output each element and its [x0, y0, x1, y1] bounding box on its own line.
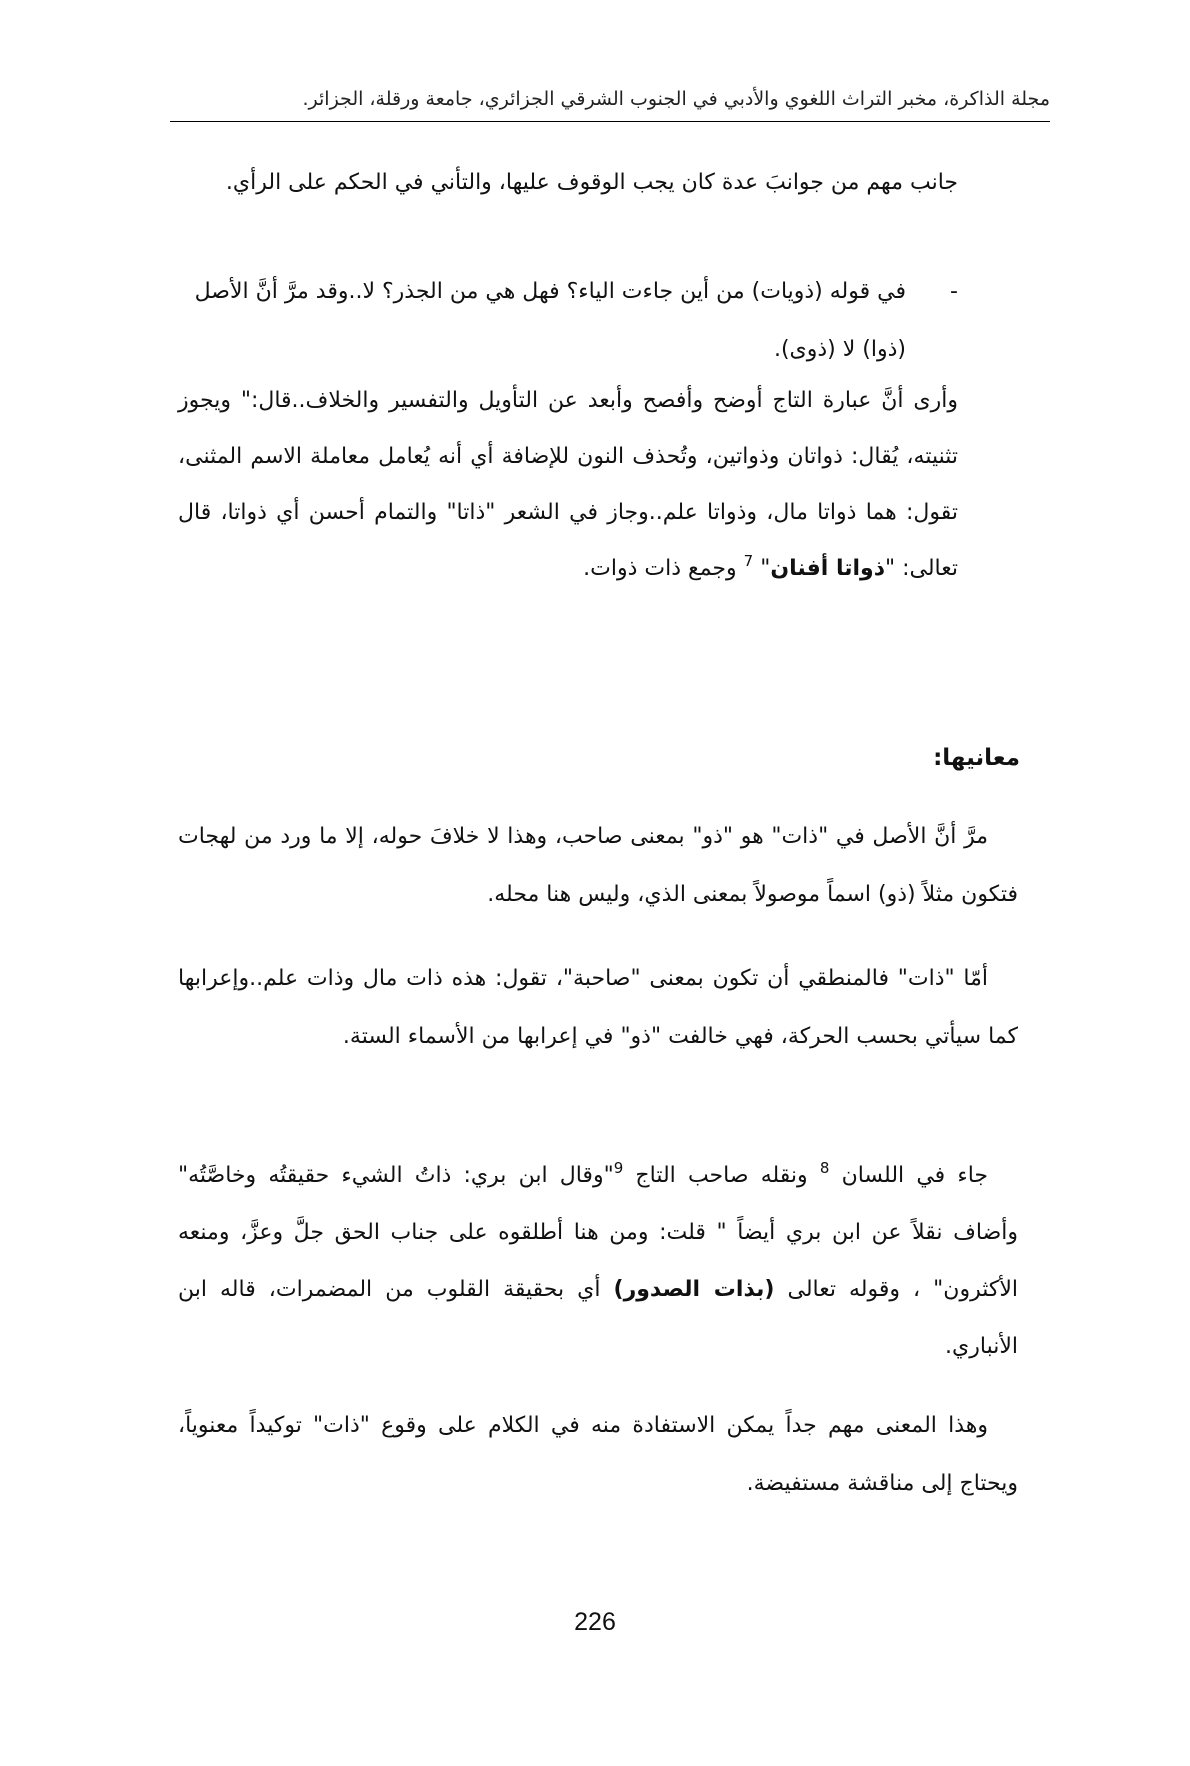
- footnote-ref: 7: [743, 552, 754, 570]
- footnote-ref: 9: [613, 1159, 624, 1177]
- paragraph-3-verse: (بذات الصدور): [613, 1277, 775, 1302]
- quote-verse: ذواتا أفنان: [770, 556, 885, 581]
- paragraph-3: [178, 1147, 1018, 1375]
- paragraph-3-text-d: أي بحقيقة القلوب من المضمرات، قاله ابن الأنباري.: [178, 1277, 1018, 1359]
- bullet-text: في قوله (ذويات) من أين جاءت الياء؟ فهل هي من الجذر؟ لا..وقد مرَّ أنَّ الأصل (ذوا) لا (ذوى).: [194, 279, 906, 362]
- header-rule: [170, 121, 1050, 122]
- footnote-ref: 8: [819, 1159, 830, 1177]
- paragraph-2-text: أمّا "ذات" فالمنطقي أن تكون بمعنى "صاحبة"، تقول: هذه ذات مال وذات علم..وإعرابها كما سيأتي بحسب الحركة، فهي خالفت "ذو" في إعرابها من الأسماء الستة.: [178, 966, 1018, 1049]
- page-number: 226: [574, 1608, 616, 1636]
- quote-close: ": [760, 556, 771, 581]
- intro-paragraph: جانب مهم من جوانبَ عدة كان يجب الوقوف عليها، والتأني في الحكم على الرأي.: [225, 170, 958, 195]
- paragraph-3-text-c: "وقال ابن بري: ذاتُ الشيء حقيقتُه وخاصَّتُه" وأضاف نقلاً عن ابن بري أيضاً " قلت: ومن هنا أطلقوه على جناب الحق جلَّ وعزَّ، ومنعه الأكثرون" ، وقوله تعالى: [178, 1163, 1018, 1302]
- paragraph-4: [178, 1397, 1018, 1513]
- paragraph-1: [178, 808, 1018, 924]
- bullet-item: [178, 263, 958, 379]
- paragraph-3-text-a: جاء في اللسان: [829, 1163, 988, 1188]
- quote-tail: وجمع ذات ذوات.: [583, 556, 744, 581]
- running-header: مجلة الذاكرة، مخبر التراث اللغوي والأدبي في الجنوب الشرقي الجزائري، جامعة ورقلة، الجزائر.: [302, 88, 1050, 110]
- paragraph-2: [178, 950, 1018, 1066]
- quote-text: وأرى أنَّ عبارة التاج أوضح وأفصح وأبعد عن التأويل والتفسير والخلاف..قال:" ويجوز تثنيته، يُقال: ذواتان وذواتين، وتُحذف النون للإضافة أي أنه يُعامل معاملة الاسم المثنى، تقول: هما ذواتا مال، وذواتا علم..وجاز في الشعر "ذاتا" والتمام أحسن أي ذواتا، قال تعالى: ": [178, 388, 958, 581]
- paragraph-3-text-b: ونقله صاحب التاج: [623, 1163, 820, 1188]
- paragraph-1-text: مرَّ أنَّ الأصل في "ذات" هو "ذو" بمعنى صاحب، وهذا لا خلافَ حوله، إلا ما ورد من لهجات فتكون مثلاً (ذو) اسماً موصولاً بمعنى الذي، وليس هنا محله.: [178, 824, 1018, 907]
- quote-paragraph: [178, 373, 958, 597]
- section-heading: معانيها:: [933, 745, 1020, 771]
- paragraph-4-text: وهذا المعنى مهم جداً يمكن الاستفادة منه في الكلام على وقوع "ذات" توكيداً معنوياً، ويحتاج إلى مناقشة مستفيضة.: [178, 1413, 1018, 1496]
- bullet-marker: -: [950, 279, 958, 304]
